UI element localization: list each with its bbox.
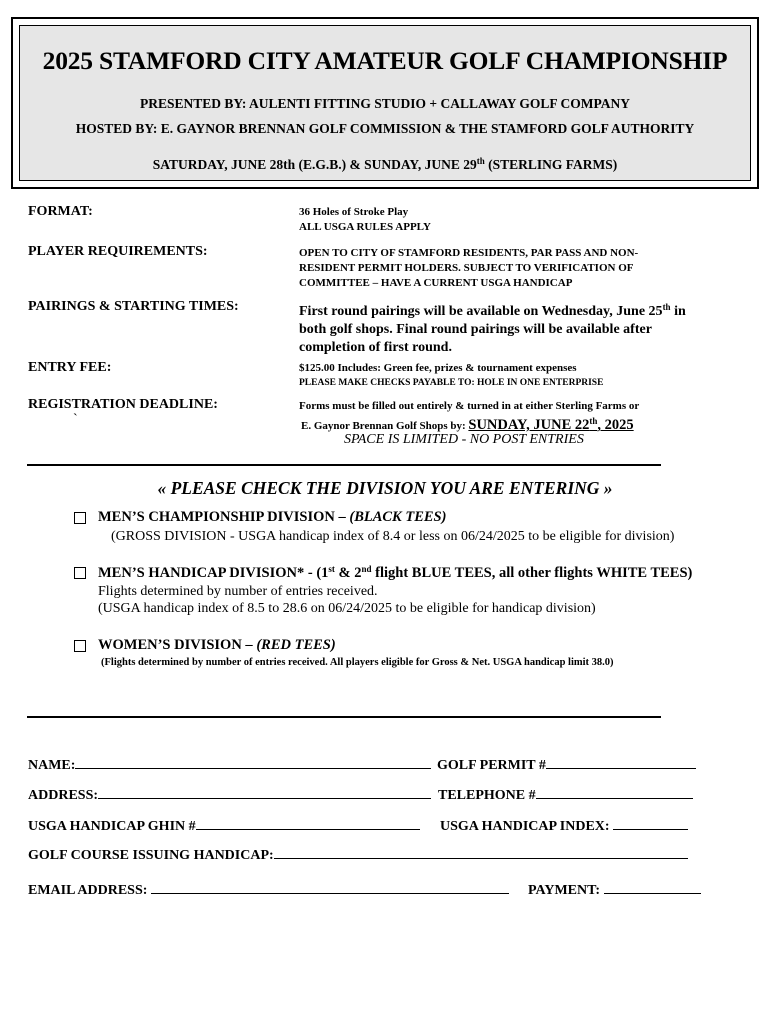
womens-note: (Flights determined by number of entries received. All players eligible for Gross & Net. USGA handicap limit 38.0)	[101, 657, 614, 668]
format-label: FORMAT:	[28, 204, 93, 219]
womens-checkbox[interactable]	[74, 640, 86, 652]
deadline-label: REGISTRATION DEADLINE:	[28, 397, 218, 412]
payment-field[interactable]: PAYMENT:	[528, 880, 701, 899]
name-field[interactable]: NAME:	[28, 755, 431, 774]
requirements-value: OPEN TO CITY OF STAMFORD RESIDENTS, PAR PASS AND NON- RESIDENT PERMIT HOLDERS. SUBJECT TO VERIFICATION OF COMMITTEE – HAVE A CURRENT USGA HANDICAP	[299, 247, 639, 289]
mens-championship-note: (GROSS DIVISION - USGA handicap index of 8.4 or less on 06/24/2025 to be eligible for division)	[111, 529, 675, 544]
email-field[interactable]: EMAIL ADDRESS:	[28, 880, 509, 899]
entry-fee-value: $125.00 Includes: Green fee, prizes & tournament expenses PLEASE MAKE CHECKS PAYABLE TO: HOLE IN ONE ENTERPRISE	[299, 362, 604, 388]
telephone-field[interactable]: TELEPHONE #	[438, 785, 693, 804]
mens-handicap-title: MEN’S HANDICAP DIVISION* - (1st & 2nd flight BLUE TEES, all other flights WHITE TEES)	[98, 564, 693, 581]
space-limited-note: SPACE IS LIMITED - NO POST ENTRIES	[344, 432, 584, 447]
pairings-label: PAIRINGS & STARTING TIMES:	[28, 299, 239, 314]
pairings-value: First round pairings will be available on Wednesday, June 25th in both golf shops. Final round pairings will be available after completion of first round.	[299, 302, 686, 355]
requirements-label: PLAYER REQUIREMENTS:	[28, 244, 208, 259]
deadline-date-line: E. Gaynor Brennan Golf Shops by: SUNDAY, JUNE 22th, 2025	[301, 416, 634, 433]
issuing-course-field[interactable]: GOLF COURSE ISSUING HANDICAP:	[28, 845, 688, 864]
stray-mark: `	[73, 412, 78, 427]
mens-championship-title: MEN’S CHAMPIONSHIP DIVISION – (BLACK TEES)	[98, 509, 447, 525]
divider	[27, 464, 661, 466]
presented-by: PRESENTED BY: AULENTI FITTING STUDIO + CALLAWAY GOLF COMPANY	[139, 96, 631, 111]
mens-championship-checkbox[interactable]	[74, 512, 86, 524]
handicap-index-field[interactable]: USGA HANDICAP INDEX:	[440, 816, 688, 835]
entry-fee-label: ENTRY FEE:	[28, 360, 112, 375]
golf-permit-field[interactable]: GOLF PERMIT #	[437, 755, 696, 774]
mens-handicap-note-1: Flights determined by number of entries received.	[98, 584, 378, 599]
hosted-by: HOSTED BY: E. GAYNOR BRENNAN GOLF COMMISSION & THE STAMFORD GOLF AUTHORITY	[75, 121, 695, 136]
ghin-field[interactable]: USGA HANDICAP GHIN #	[28, 816, 420, 835]
address-field[interactable]: ADDRESS:	[28, 785, 431, 804]
page-title: 2025 STAMFORD CITY AMATEUR GOLF CHAMPIONSHIP	[42, 46, 728, 75]
format-value: 36 Holes of Stroke Play ALL USGA RULES APPLY	[299, 206, 431, 233]
divider	[27, 716, 661, 718]
deadline-text: Forms must be filled out entirely & turned in at either Sterling Farms or	[299, 400, 640, 412]
division-heading: « PLEASE CHECK THE DIVISION YOU ARE ENTERING »	[157, 478, 613, 498]
womens-title: WOMEN’S DIVISION – (RED TEES)	[98, 637, 336, 653]
mens-handicap-checkbox[interactable]	[74, 567, 86, 579]
event-dates: SATURDAY, JUNE 28th (E.G.B.) & SUNDAY, JUNE 29th (STERLING FARMS)	[152, 156, 618, 172]
mens-handicap-note-2: (USGA handicap index of 8.5 to 28.6 on 06/24/2025 to be eligible for handicap division)	[98, 601, 596, 616]
